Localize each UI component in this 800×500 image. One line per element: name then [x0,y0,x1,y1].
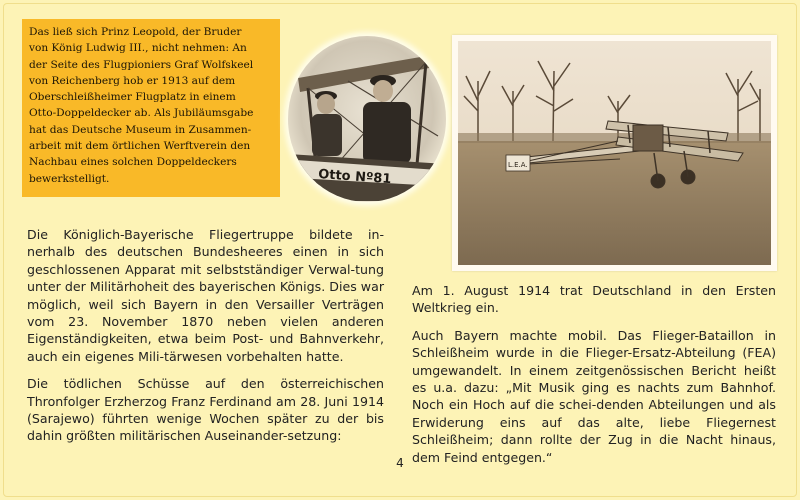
airfield-photo-frame [452,35,777,271]
right-text-column [412,282,776,476]
right-paragraph-1: Am 1. August 1914 trat Deutschland in den Ersten Weltkrieg ein. [412,283,776,316]
left-text-column [27,226,384,455]
airfield-sign-lettering: L.E.A. [508,161,528,169]
photo-caption-text: Das ließ sich Prinz Leopold, der Bruder von König Ludwig III., nicht nehmen: An der Seite des Flugpioniers Graf Wolfskeel von Reichenberg hob er 1913 auf dem Oberschleißheimer Flugplatz in einem Otto-Doppeldecker ab. Als Jubiläumsgabe hat das Deutsche Museum in Zusammen- arbeit mit dem örtlichen Werftverein den Nachbau eines solchen Doppeldeckers bewerkstelligt. [29,26,254,185]
left-paragraph-2: Die tödlichen Schüsse auf den österreichischen Thronfolger Erzherzog Franz Ferdinand am 28. Juni 1914 (Sarajewo) führten wenige Wochen später zu der bis dahin größten militärischen Auseinander-setzung: [27,376,384,444]
biplane-pilots-photo [288,36,446,202]
photo-caption-box [22,19,280,197]
right-paragraph-2: Auch Bayern machte mobil. Das Flieger-Bataillon in Schleißheim wurde in die Flieger-Ersatz-Abteilung (FEA) umgewandelt. In einem zeitgenössischen Bericht heißt es u.a. dazu: „Mit Musik ging es nachts zum Bahnhof. Noch ein Hoch auf die schei-denden Abteilungen und als Erwiderung eins auf das alte, liebe Fliegernest Schleißheim; dann rollte der Zug in die Nacht hinaus, dem Feind entgegen.“ [412,327,776,465]
fuselage-lettering: Otto Nº81 [317,167,392,188]
left-paragraph-1: Die Königlich-Bayerische Fliegertruppe bildete in-nerhalb des deutschen Bundesheeres einen in sich geschlossenen Apparat mit selbstständiger Verwal-tung unter der Militärhoheit des bayerischen Königs. Dies war möglich, weil sich Bayern in den Versailler Verträgen vom 23. November 1870 neben vielen anderen Eigenständigkeiten, etwa beim Post- und Bahnverkehr, auch ein eigenes Mili-tärwesen vorbehalten hatte. [27,227,384,364]
airfield-biplane-photo [458,41,771,265]
page-number: 4 [396,456,404,470]
